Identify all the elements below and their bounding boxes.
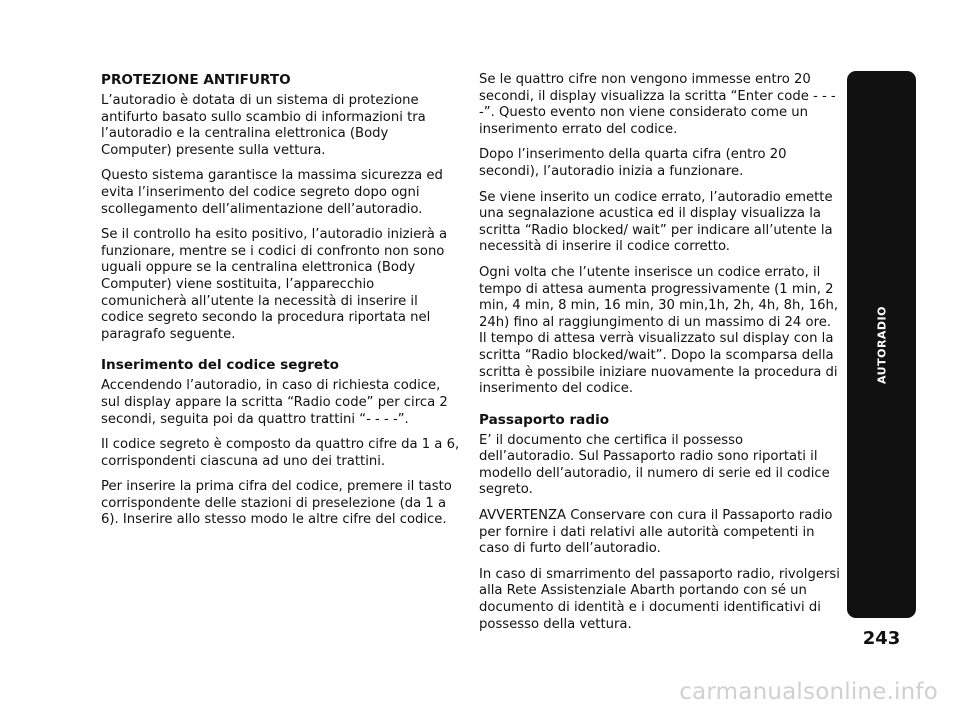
paragraph: Questo sistema garantisce la massima sicurezza ed evita l’inserimento del codice segreto dopo ogni scollegamento dell’alimentazione dell’autoradio.: [101, 168, 443, 217]
paragraph: Se le quattro cifre non vengono immesse entro 20 secondi, il display visualizza la scritta “Enter code - - - -”. Questo evento non viene considerato come un inserimento errato del codice.: [479, 72, 836, 137]
paragraph: Se il controllo ha esito positivo, l’autoradio inizierà a funzionare, mentre se i codici di confronto non sono uguali oppure se la centralina elettronica (Body Computer) viene sostituita, l’apparecchio comunicherà all’utente la necessità di inserire il codice segreto secondo la procedura riportata nel paragrafo seguente.: [101, 227, 448, 342]
paragraph: Ogni volta che l’utente inserisce un codice errato, il tempo di attesa aumenta progressivamente (1 min, 2 min, 4 min, 8 min, 16 min, 30 min,1h, 2h, 4h, 8h, 16h, 24h) fino al raggiungimento di un massimo di 24 ore. Il tempo di attesa verrà visualizzato sul display con la scritta “Radio blocked/wait”. Dopo la scomparsa della scritta è possibile iniziare nuovamente la procedura di inserimento del codice.: [479, 264, 839, 397]
paragraph: AVVERTENZA Conservare con cura il Passaporto radio per fornire i dati relativi alle autorità competenti in caso di furto dell’autoradio.: [479, 508, 833, 557]
section-subtitle: Passaporto radio: [479, 411, 610, 428]
paragraph: Il codice segreto è composto da quattro cifre da 1 a 6, corrispondenti ciascuna ad uno dei trattini.: [101, 437, 460, 469]
paragraph: Dopo l’inserimento della quarta cifra (entro 20 secondi), l’autoradio inizia a funzionare.: [479, 147, 787, 179]
watermark: carmanualsonline.info: [679, 679, 938, 705]
right-column: [479, 72, 841, 642]
chapter-tab: [847, 71, 916, 618]
section-subtitle: Inserimento del codice segreto: [101, 357, 339, 374]
paragraph: Accendendo l’autoradio, in caso di richiesta codice, sul display appare la scritta “Radio code” per circa 2 secondi, seguita poi da quattro trattini “- - - -”.: [101, 378, 448, 427]
chapter-tab-label: AUTORADIO: [875, 305, 888, 384]
paragraph: L’autoradio è dotata di un sistema di protezione antifurto basato sullo scambio di informazioni tra l’autoradio e la centralina elettronica (Body Computer) presente sulla vettura.: [101, 93, 426, 158]
page-number: 243: [862, 628, 901, 649]
paragraph: In caso di smarrimento del passaporto radio, rivolgersi alla Rete Assistenziale Abarth portando con sé un documento di identità e i documenti identificativi di possesso della vettura.: [479, 566, 840, 632]
paragraph: Per inserire la prima cifra del codice, premere il tasto corrispondente delle stazioni di preselezione (da 1 a 6). Inserire allo stesso modo le altre cifre del codice.: [101, 479, 452, 528]
section-title: PROTEZIONE ANTIFURTO: [101, 72, 291, 88]
left-column: [101, 72, 463, 538]
paragraph: E’ il documento che certifica il possesso dell’autoradio. Sul Passaporto radio sono riportati il modello dell’autoradio, il numero di serie ed il codice segreto.: [479, 432, 830, 498]
paragraph: Se viene inserito un codice errato, l’autoradio emette una segnalazione acustica ed il display visualizza la scritta “Radio blocked/ wait” per indicare all’utente la necessità di inserire il codice corretto.: [479, 189, 833, 255]
